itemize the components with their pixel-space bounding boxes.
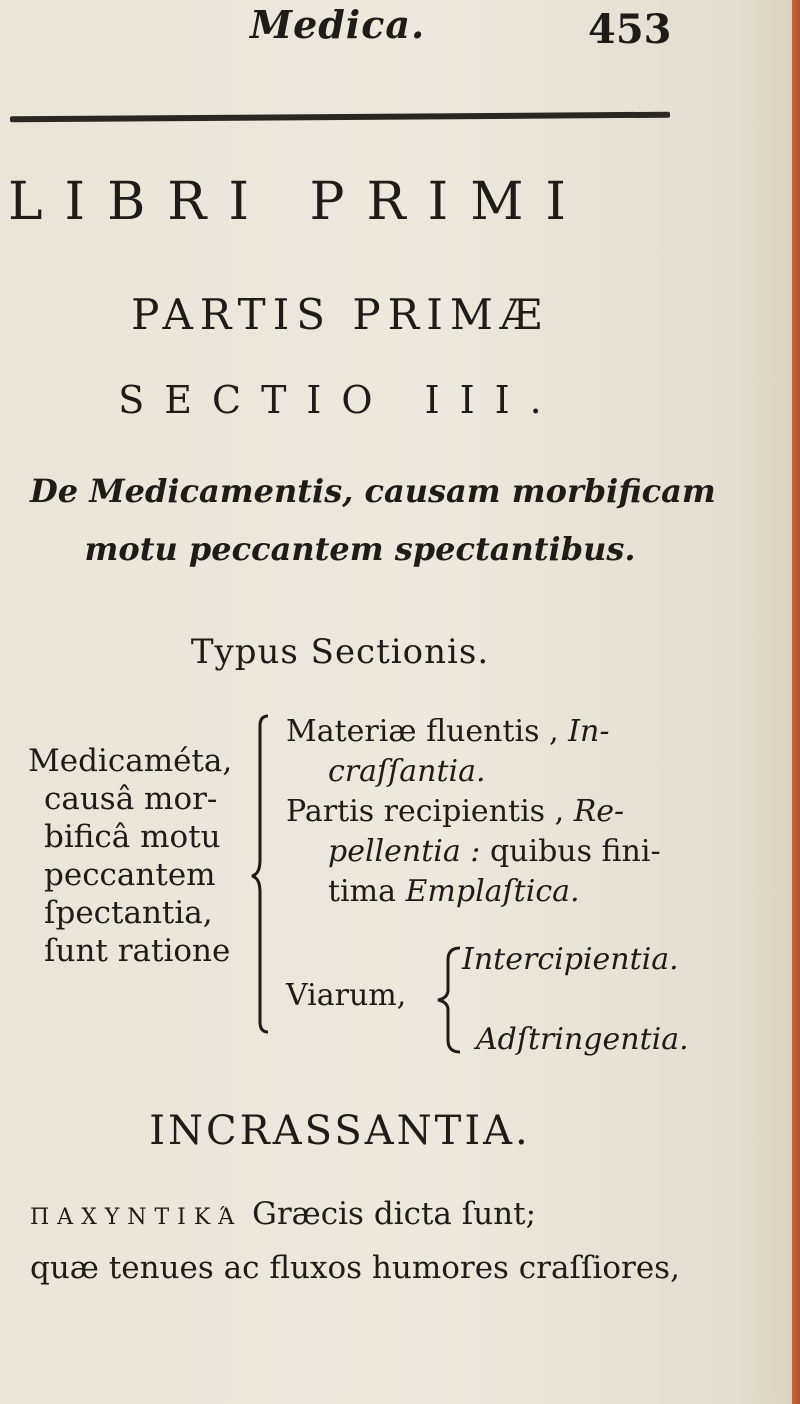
branch-partis-line3: tima Emplaſtica. — [328, 874, 580, 909]
subtitle-line-1: De Medicamentis, causam morbificam — [30, 472, 716, 510]
greek-term: ΠΑΧΥΝΤΙΚΆ — [30, 1205, 243, 1230]
term-adstringentia: Adſtringentia. — [476, 1022, 689, 1057]
schema-left-text — [28, 742, 258, 970]
schema-left-line: bificâ motu — [44, 819, 221, 855]
title-sectio: SECTIO III. — [118, 378, 562, 422]
term-incrassantia-a: In- — [568, 714, 610, 749]
schema-left-line: peccantem — [44, 857, 216, 893]
body-line-1: ΠΑΧΥΝΤΙΚΆ Græcis dicta ſunt; — [30, 1196, 537, 1232]
schema-left-line: ſunt ratione — [44, 933, 231, 969]
term-intercipientia: Intercipientia. — [462, 942, 679, 977]
branch-materiae: Materiæ fluentis , In- — [286, 714, 610, 749]
term-repellentia-b: pellentia : — [328, 834, 481, 869]
title-libri-primi: LIBRI PRIMI — [8, 172, 588, 232]
branch-partis-line2: pellentia : quibus fini- — [328, 834, 661, 869]
schema-branches — [286, 712, 706, 912]
term-emplastica: Emplaſtica. — [405, 874, 580, 909]
page-edge — [792, 0, 800, 1404]
section-heading: INCRASSANTIA. — [149, 1108, 531, 1154]
running-title: Medica. — [250, 2, 426, 47]
term-incrassantia-b: craſſantia. — [328, 754, 486, 789]
body-line-2: quæ tenues ac fluxos humores craſſiores, — [30, 1250, 680, 1286]
schema-left-line: causâ mor- — [44, 781, 218, 817]
branch-partis: Partis recipientis , Re- — [286, 794, 625, 829]
term-repellentia-a: Re- — [573, 794, 625, 829]
title-partis-primae: PARTIS PRIMÆ — [131, 290, 549, 339]
schema-left-line: ſpectantia, — [44, 895, 213, 931]
branch-viarum: Viarum, — [286, 978, 407, 1013]
typus-heading: Typus Sectionis. — [190, 632, 490, 672]
main-brace — [246, 710, 276, 1040]
subtitle-line-2: motu peccantem spectantibus. — [84, 530, 636, 568]
schema-left-line: Medicaméta, — [28, 743, 233, 779]
page-number: 453 — [588, 6, 672, 53]
header-rule — [10, 112, 670, 123]
viarum-brace — [430, 940, 464, 1060]
